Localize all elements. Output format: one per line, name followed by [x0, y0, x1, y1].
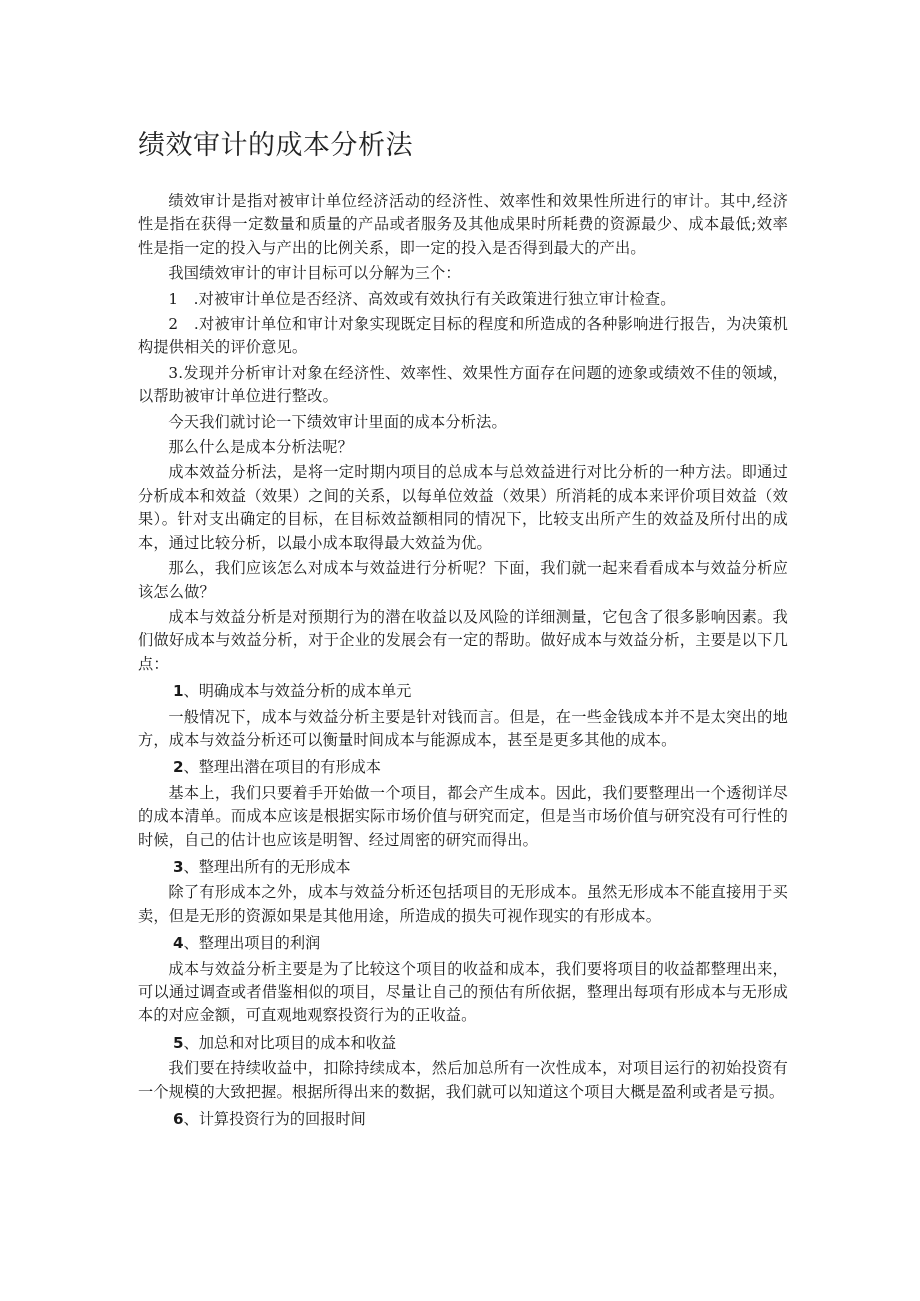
section-5-number: 5: [172, 1033, 184, 1052]
today-paragraph: 今天我们就讨论一下绩效审计里面的成本分析法。: [168, 412, 507, 431]
section-1-number: 1: [172, 682, 184, 701]
section-4-heading: [138, 932, 788, 955]
section-3-title: 、整理出所有的无形成本: [183, 857, 351, 876]
section-1-body: 一般情况下，成本与效益分析主要是针对钱而言。但是，在一些金钱成本并不是太突出的地方，成本与效益分析还可以衡量时间成本与能源成本，甚至是更多其他的成本。: [138, 707, 788, 749]
question-paragraph: 那么什么是成本分析法呢？: [168, 438, 354, 457]
section-1-heading: [138, 680, 788, 703]
intro-paragraph: 绩效审计是指对被审计单位经济活动的经济性、效率性和效果性所进行的审计。其中,经济性是指在获得一定数量和质量的产品或者服务及其他成果时所耗费的资源最少、成本最低;效率性是指一定的投入与产出的比例关系，即一定的投入是否得到最大的产出。: [138, 192, 788, 257]
section-3-heading: [138, 856, 788, 879]
section-5-body: 我们要在持续收益中，扣除持续成本，然后加总所有一次性成本，对项目运行的初始投资有一个规模的大致把握。根据所得出来的数据，我们就可以知道这个项目大概是盈利或者是亏损。: [138, 1059, 788, 1101]
document-page: [138, 128, 788, 1133]
section-3-body: 除了有形成本之外，成本与效益分析还包括项目的无形成本。虽然无形成本不能直接用于买卖，但是无形的资源如果是其他用途，所造成的损失可视作现实的有形成本。: [138, 883, 788, 925]
section-2-number: 2: [172, 758, 184, 777]
section-4-body: 成本与效益分析主要是为了比较这个项目的收益和成本，我们要将项目的收益都整理出来，可以通过调查或者借鉴相似的项目，尽量让自己的预估有所依据，整理出每项有形成本与无形成本的对应金额，可直观地观察投资行为的正收益。: [138, 959, 788, 1025]
how-question-paragraph: 那么，我们应该怎么对成本与效益进行分析呢？下面，我们就一起来看看成本与效益分析应该怎么做？: [138, 559, 788, 601]
overview-paragraph: 成本与效益分析是对预期行为的潜在收益以及风险的详细测量，它包含了很多影响因素。我们做好成本与效益分析，对于企业的发展会有一定的帮助。做好成本与效益分析，主要是以下几点：: [138, 607, 788, 673]
section-5-title: 、加总和对比项目的成本和收益: [183, 1033, 397, 1052]
document-title: 绩效审计的成本分析法: [138, 130, 413, 161]
goal-2-paragraph: 2 .对被审计单位和审计对象实现既定目标的程度和所造成的各种影响进行报告，为决策机构提供相关的评价意见。: [138, 315, 788, 357]
goal-3-paragraph: 3.发现并分析审计对象在经济性、效率性、效果性方面存在问题的迹象或绩效不佳的领域，以帮助被审计单位进行整改。: [138, 363, 788, 406]
section-2-body: 基本上，我们只要着手开始做一个项目，都会产生成本。因此，我们要整理出一个透彻详尽的成本清单。而成本应该是根据实际市场价值与研究而定，但是当市场价值与研究没有可行性的时候，自己的估计也应该是明智、经过周密的研究而得出。: [138, 783, 788, 849]
section-4-title: 、整理出项目的利润: [183, 934, 321, 953]
goal-1-paragraph: 1 .对被审计单位是否经济、高效或有效执行有关政策进行独立审计检查。: [168, 289, 676, 308]
section-3-number: 3: [172, 857, 184, 876]
definition-paragraph: 成本效益分析法，是将一定时期内项目的总成本与总效益进行对比分析的一种方法。即通过分析成本和效益（效果）之间的关系，以每单位效益（效果）所消耗的成本来评价项目效益（效果）。针对支出确定的目标，在目标效益额相同的情况下，比较支出所产生的效益及所付出的成本，通过比较分析，以最小成本取得最大效益为优。: [138, 463, 788, 552]
section-2-title: 、整理出潜在项目的有形成本: [183, 758, 381, 777]
section-2-heading: [138, 756, 788, 779]
section-6-heading: [138, 1108, 788, 1131]
section-6-number: 6: [172, 1110, 184, 1129]
goals-intro-paragraph: 我国绩效审计的审计目标可以分解为三个：: [168, 264, 461, 283]
section-1-title: 、明确成本与效益分析的成本单元: [183, 682, 412, 701]
section-4-number: 4: [172, 934, 184, 953]
section-6-title: 、计算投资行为的回报时间: [183, 1110, 366, 1129]
section-5-heading: [138, 1032, 788, 1055]
